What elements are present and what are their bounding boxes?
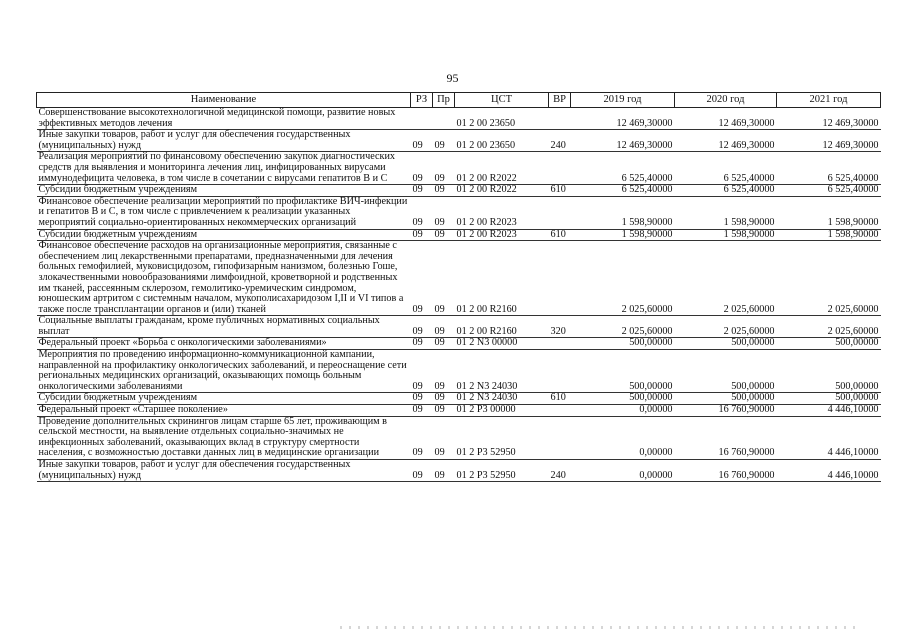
- cell-name: Субсидии бюджетным учреждениям: [37, 185, 411, 197]
- cell-rz: 09: [411, 393, 433, 405]
- table-row: [37, 460, 881, 482]
- cell-vr: [549, 350, 571, 393]
- table-row: [37, 185, 881, 197]
- cell-pr: 09: [433, 229, 455, 241]
- cell-rz: 09: [411, 460, 433, 482]
- cell-y2020: 6 525,40000: [675, 152, 777, 185]
- cell-y2019: 2 025,60000: [571, 316, 675, 338]
- cell-rz: [411, 108, 433, 130]
- table-row: [37, 241, 881, 316]
- table-row: [37, 108, 881, 130]
- cell-vr: 240: [549, 460, 571, 482]
- cell-pr: 09: [433, 185, 455, 197]
- table-body: [37, 108, 881, 482]
- cell-y2021: 4 446,10000: [777, 460, 881, 482]
- table-row: [37, 316, 881, 338]
- cell-name: Проведение дополнительных скринингов лицам старше 65 лет, проживающим в сельской местности, на выявление отдельных социально-значимых не инфекционных заболеваний, оказывающих вклад в структуру смертности населения, с возможностью доставки данных лиц в медицинские организации: [37, 416, 411, 459]
- table-header-row: [37, 93, 881, 108]
- cell-y2019: 6 525,40000: [571, 185, 675, 197]
- cell-rz: 09: [411, 241, 433, 316]
- cell-pr: 09: [433, 196, 455, 229]
- cell-name: Мероприятия по проведению информационно-коммуникационной кампании, направленной на профилактику онкологических заболеваний, и переоснащение сети региональных медицинских организаций, оказывающих помощь больным онкологическими заболеваниями: [37, 350, 411, 393]
- cell-y2021: 6 525,40000: [777, 152, 881, 185]
- cell-y2019: 12 469,30000: [571, 130, 675, 152]
- col-header-2019: 2019 год: [571, 93, 675, 108]
- cell-vr: [549, 405, 571, 417]
- cell-y2020: 16 760,90000: [675, 405, 777, 417]
- cell-pr: 09: [433, 405, 455, 417]
- col-header-rz: РЗ: [411, 93, 433, 108]
- cell-y2019: 6 525,40000: [571, 152, 675, 185]
- col-header-cst: ЦСТ: [455, 93, 549, 108]
- cell-pr: 09: [433, 130, 455, 152]
- cell-y2020: 1 598,90000: [675, 229, 777, 241]
- page-number: 95: [446, 71, 459, 85]
- cell-vr: [549, 196, 571, 229]
- cell-y2019: 500,00000: [571, 393, 675, 405]
- cell-cst: 01 2 00 23650: [455, 108, 549, 130]
- cell-cst: 01 2 P3 52950: [455, 416, 549, 459]
- cell-y2021: 500,00000: [777, 338, 881, 350]
- cell-name: Социальные выплаты гражданам, кроме публичных нормативных социальных выплат: [37, 316, 411, 338]
- cell-pr: 09: [433, 416, 455, 459]
- cell-y2021: 4 446,10000: [777, 405, 881, 417]
- cell-vr: [549, 241, 571, 316]
- cell-y2019: 500,00000: [571, 350, 675, 393]
- table-row: [37, 338, 881, 350]
- cell-rz: 09: [411, 229, 433, 241]
- table-row: [37, 416, 881, 459]
- cell-name: Финансовое обеспечение расходов на организационные мероприятия, связанные с обеспечением лиц лекарственными препаратами, предназначенными для лечения больных гемофилией, муковисцидозом, гипофизарным нанизмом, болезнью Гоше, злокачественными новообразованиями лимфоидной, кроветворной и родственных им тканей, рассеянным склерозом, гемолитико-уремическим синдромом, юношеским артритом с системным началом, мукополисахаридозом I,II и VI типов а также после трансплантации органов и (или) тканей: [37, 241, 411, 316]
- cell-vr: [549, 152, 571, 185]
- cell-pr: 09: [433, 316, 455, 338]
- cell-cst: 01 2 P3 00000: [455, 405, 549, 417]
- table-row: [37, 393, 881, 405]
- cell-vr: [549, 108, 571, 130]
- cell-name: Финансовое обеспечение реализации мероприятий по профилактике ВИЧ-инфекции и гепатитов В и С, в том числе с привлечением к реализации указанных мероприятий социально-ориентированных некоммерческих организаций: [37, 196, 411, 229]
- cell-vr: 320: [549, 316, 571, 338]
- cell-y2021: 1 598,90000: [777, 196, 881, 229]
- col-header-name: Наименование: [37, 93, 411, 108]
- cell-y2021: 1 598,90000: [777, 229, 881, 241]
- col-header-pr: Пр: [433, 93, 455, 108]
- cell-rz: 09: [411, 130, 433, 152]
- scan-artifact: [340, 626, 860, 629]
- cell-y2020: 16 760,90000: [675, 416, 777, 459]
- budget-table: [36, 92, 881, 482]
- cell-y2020: 6 525,40000: [675, 185, 777, 197]
- cell-name: Иные закупки товаров, работ и услуг для обеспечения государственных (муниципальных) нужд: [37, 460, 411, 482]
- cell-y2021: 2 025,60000: [777, 241, 881, 316]
- cell-rz: 09: [411, 350, 433, 393]
- table-row: [37, 196, 881, 229]
- cell-pr: [433, 108, 455, 130]
- cell-name: Субсидии бюджетным учреждениям: [37, 393, 411, 405]
- cell-cst: 01 2 00 R2160: [455, 316, 549, 338]
- cell-y2019: 1 598,90000: [571, 229, 675, 241]
- cell-pr: 09: [433, 393, 455, 405]
- cell-vr: 240: [549, 130, 571, 152]
- cell-y2019: 12 469,30000: [571, 108, 675, 130]
- cell-pr: 09: [433, 241, 455, 316]
- cell-y2020: 2 025,60000: [675, 316, 777, 338]
- cell-name: Субсидии бюджетным учреждениям: [37, 229, 411, 241]
- cell-cst: 01 2 00 R2023: [455, 229, 549, 241]
- cell-rz: 09: [411, 416, 433, 459]
- cell-y2020: 1 598,90000: [675, 196, 777, 229]
- table-row: [37, 152, 881, 185]
- cell-y2020: 16 760,90000: [675, 460, 777, 482]
- cell-pr: 09: [433, 460, 455, 482]
- cell-cst: 01 2 00 R2160: [455, 241, 549, 316]
- cell-pr: 09: [433, 350, 455, 393]
- cell-y2021: 6 525,40000: [777, 185, 881, 197]
- cell-y2020: 500,00000: [675, 338, 777, 350]
- cell-cst: 01 2 N3 24030: [455, 350, 549, 393]
- cell-y2019: 2 025,60000: [571, 241, 675, 316]
- cell-y2019: 0,00000: [571, 416, 675, 459]
- cell-y2020: 12 469,30000: [675, 108, 777, 130]
- cell-y2020: 12 469,30000: [675, 130, 777, 152]
- cell-y2019: 500,00000: [571, 338, 675, 350]
- cell-rz: 09: [411, 185, 433, 197]
- cell-y2020: 500,00000: [675, 393, 777, 405]
- cell-vr: [549, 416, 571, 459]
- table-row: [37, 229, 881, 241]
- cell-name: Совершенствование высокотехнологичной медицинской помощи, развитие новых эффективных методов лечения: [37, 108, 411, 130]
- cell-cst: 01 2 N3 24030: [455, 393, 549, 405]
- cell-cst: 01 2 00 R2022: [455, 152, 549, 185]
- cell-rz: 09: [411, 152, 433, 185]
- col-header-2021: 2021 год: [777, 93, 881, 108]
- cell-y2019: 1 598,90000: [571, 196, 675, 229]
- cell-name: Федеральный проект «Борьба с онкологическими заболеваниями»: [37, 338, 411, 350]
- cell-pr: 09: [433, 338, 455, 350]
- cell-rz: 09: [411, 405, 433, 417]
- col-header-vr: ВР: [549, 93, 571, 108]
- cell-y2020: 2 025,60000: [675, 241, 777, 316]
- cell-rz: 09: [411, 316, 433, 338]
- table-row: [37, 130, 881, 152]
- cell-y2021: 12 469,30000: [777, 108, 881, 130]
- cell-y2021: 12 469,30000: [777, 130, 881, 152]
- cell-cst: 01 2 00 23650: [455, 130, 549, 152]
- cell-y2021: 500,00000: [777, 350, 881, 393]
- table-row: [37, 405, 881, 417]
- cell-y2021: 2 025,60000: [777, 316, 881, 338]
- cell-vr: 610: [549, 393, 571, 405]
- cell-vr: 610: [549, 229, 571, 241]
- cell-pr: 09: [433, 152, 455, 185]
- cell-name: Реализация мероприятий по финансовому обеспечению закупок диагностических средств для выявления и мониторинга лечения лиц, инфицированных вирусами иммунодефицита человека, в том числе в сочетании с вирусами гепатитов В и С: [37, 152, 411, 185]
- cell-y2019: 0,00000: [571, 460, 675, 482]
- col-header-2020: 2020 год: [675, 93, 777, 108]
- cell-rz: 09: [411, 338, 433, 350]
- cell-y2021: 4 446,10000: [777, 416, 881, 459]
- cell-vr: 610: [549, 185, 571, 197]
- table-row: [37, 350, 881, 393]
- cell-rz: 09: [411, 196, 433, 229]
- cell-cst: 01 2 00 R2023: [455, 196, 549, 229]
- cell-name: Иные закупки товаров, работ и услуг для обеспечения государственных (муниципальных) нужд: [37, 130, 411, 152]
- cell-y2019: 0,00000: [571, 405, 675, 417]
- cell-name: Федеральный проект «Старшее поколение»: [37, 405, 411, 417]
- cell-cst: 01 2 P3 52950: [455, 460, 549, 482]
- cell-cst: 01 2 00 R2022: [455, 185, 549, 197]
- cell-cst: 01 2 N3 00000: [455, 338, 549, 350]
- cell-vr: [549, 338, 571, 350]
- cell-y2021: 500,00000: [777, 393, 881, 405]
- cell-y2020: 500,00000: [675, 350, 777, 393]
